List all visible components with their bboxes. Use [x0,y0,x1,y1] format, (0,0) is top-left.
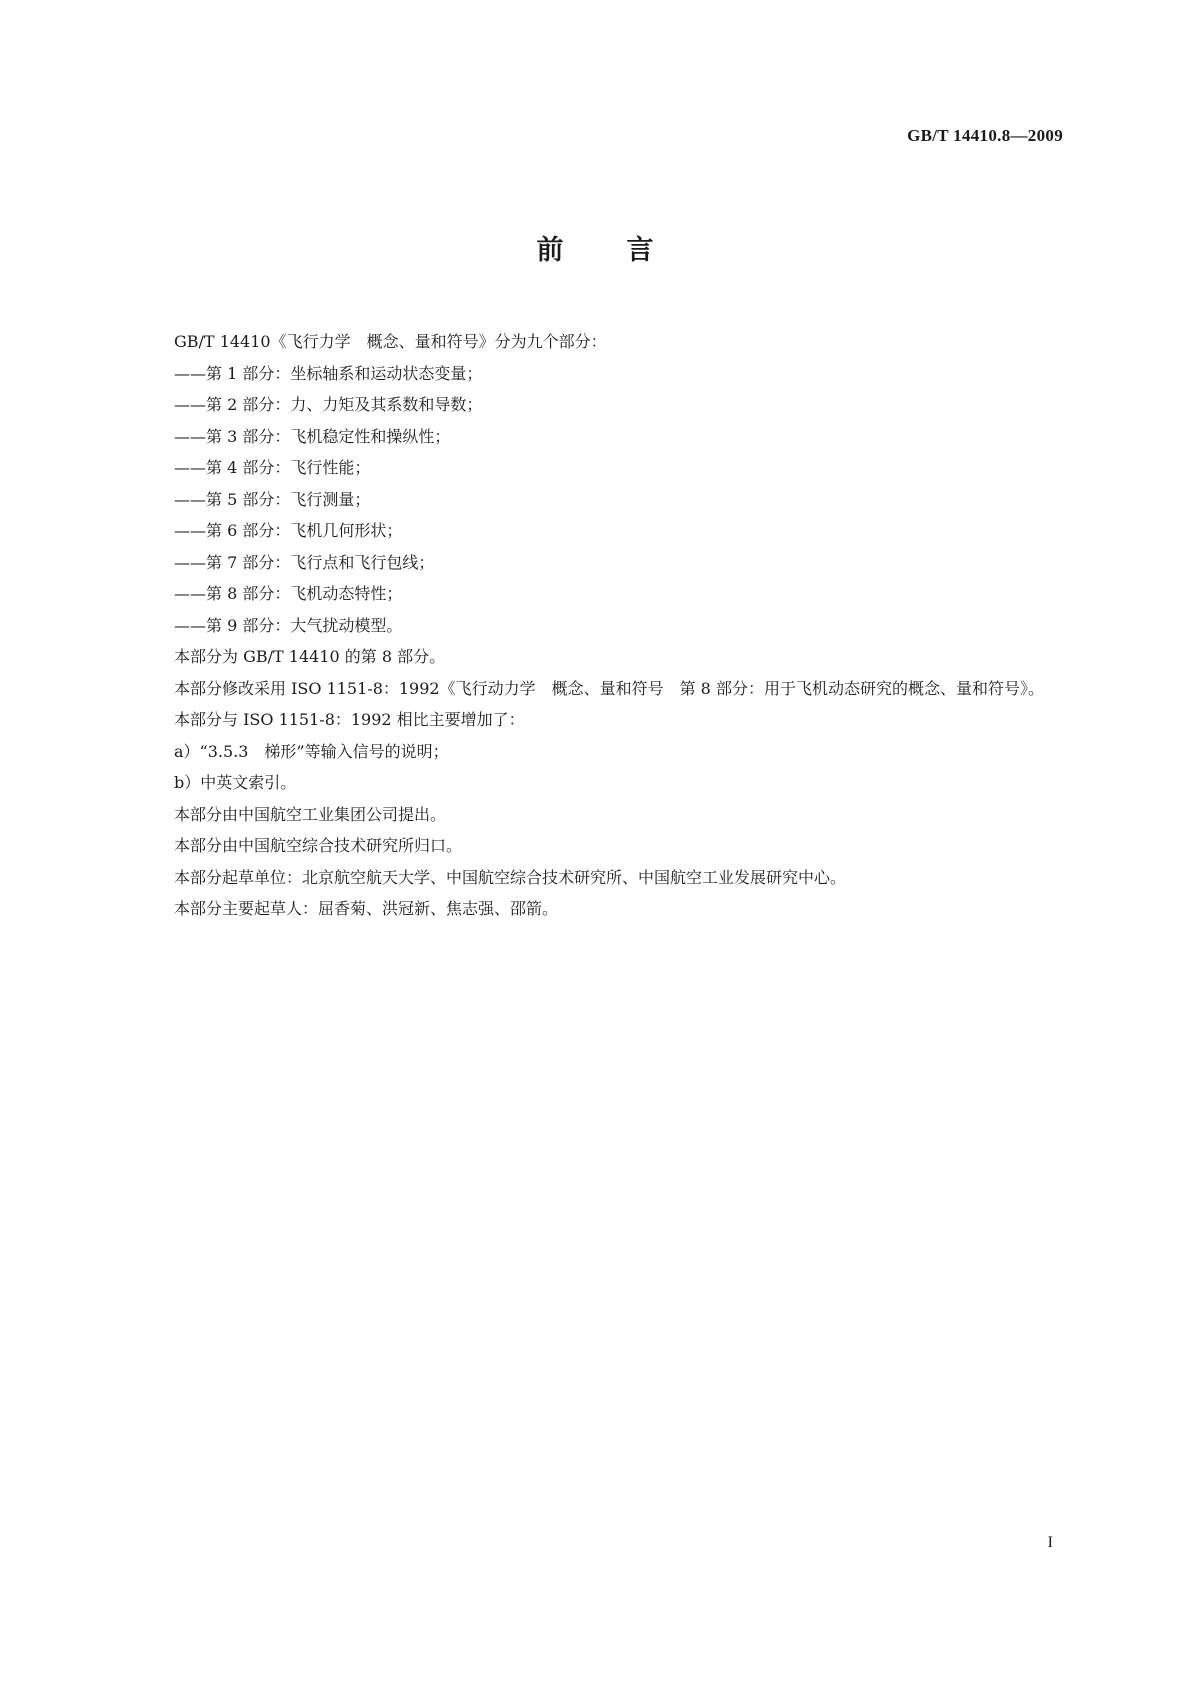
drafters-paragraph: 本部分主要起草人：屈香菊、洪冠新、焦志强、邵箭。 [174,899,559,918]
page-number: I [1047,1534,1053,1551]
part-list-item-6: ——第 6 部分：飞机几何形状； [174,521,403,540]
page-title [0,228,1191,267]
title-char-1: 前 [536,235,565,266]
document-code: GB/T 14410.8—2009 [907,126,1063,145]
proposed-by-paragraph: 本部分由中国航空工业集团公司提出。 [174,804,447,824]
intro-paragraph: GB/T 14410《飞行力学 概念、量和符号》分为九个部分： [174,332,607,351]
centralized-by-paragraph: 本部分由中国航空综合技术研究所归口。 [174,836,463,855]
additions-intro-paragraph: 本部分与 ISO 1151-8：1992 相比主要增加了： [174,710,525,729]
part-list-item-5: ——第 5 部分：飞行测量； [174,489,371,509]
part-list-item-2: ——第 2 部分：力、力矩及其系数和导数； [174,395,483,414]
part-list-item-7: ——第 7 部分：飞行点和飞行包线； [174,552,435,572]
part-list-item-1: ——第 1 部分：坐标轴系和运动状态变量； [174,363,483,383]
title-char-2: 言 [626,235,655,266]
adoption-paragraph: 本部分修改采用 ISO 1151-8：1992《飞行动力学 概念、量和符号 第 8 部分：用于飞机动态研究的概念、量和符号》。 [174,678,1044,698]
addition-item-b: b）中英文索引。 [174,773,297,792]
drafting-units-paragraph: 本部分起草单位：北京航空航天大学、中国航空综合技术研究所、中国航空工业发展研究中心。 [174,867,847,887]
part-list-item-3: ——第 3 部分：飞机稳定性和操纵性； [174,426,451,446]
preface-body [128,326,1063,925]
part-list-item-8: ——第 8 部分：飞机动态特性； [174,584,403,603]
part-list-item-9: ——第 9 部分：大气扰动模型。 [174,615,403,635]
part-list-item-4: ——第 4 部分：飞行性能； [174,458,371,477]
this-part-paragraph: 本部分为 GB/T 14410 的第 8 部分。 [174,647,446,666]
addition-item-a: a）“3.5.3 梯形”等输入信号的说明； [174,741,449,761]
